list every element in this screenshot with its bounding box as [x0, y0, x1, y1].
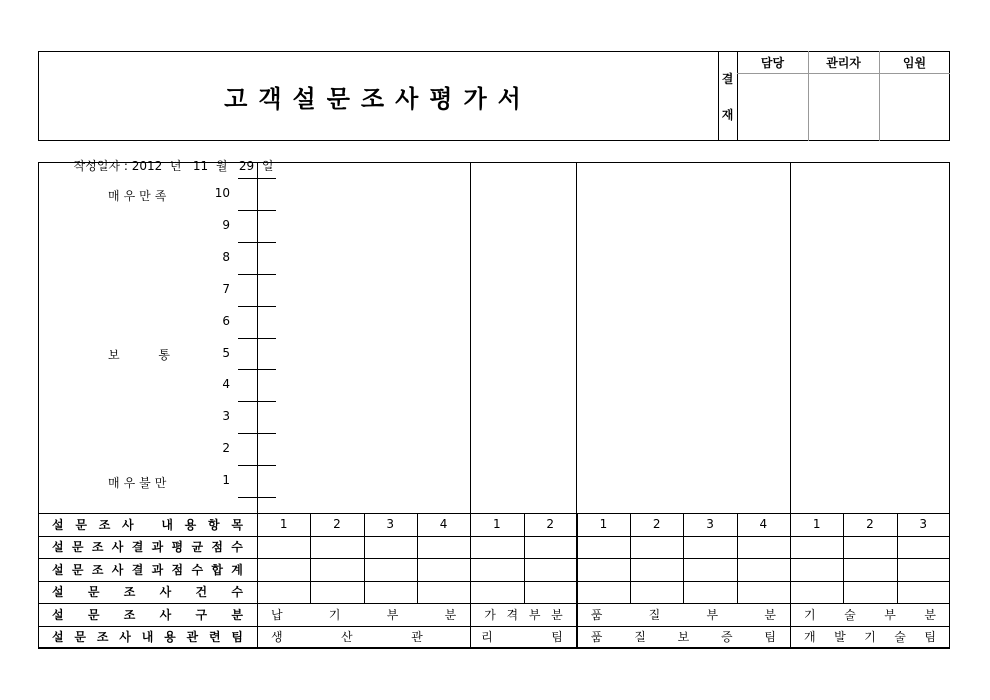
scale-number: 3 — [222, 409, 230, 424]
date-year: 2012 — [131, 159, 163, 173]
table-cell[interactable] — [257, 581, 310, 604]
table-cell[interactable] — [683, 581, 736, 604]
approval-sign-executive[interactable] — [879, 73, 950, 141]
item-number: 1 — [812, 517, 821, 532]
table-cell[interactable] — [577, 581, 630, 604]
approval-col-manager: 관리자 — [826, 55, 861, 70]
table-cell[interactable] — [524, 581, 577, 604]
item-number: 1 — [599, 517, 608, 532]
item-number: 3 — [386, 517, 395, 532]
table-cell[interactable] — [310, 536, 363, 559]
table-cell[interactable] — [843, 581, 896, 604]
table-cell[interactable] — [843, 536, 896, 559]
scale-number: 8 — [222, 249, 230, 264]
table-cell[interactable] — [897, 581, 950, 604]
item-number: 4 — [439, 517, 448, 532]
category-label: 기 술 부 분 — [804, 607, 936, 622]
table-cell[interactable] — [257, 558, 310, 581]
item-number: 2 — [546, 517, 554, 532]
table-row-label: 설 문 조 사 건 수 — [52, 585, 243, 600]
table-cell[interactable] — [630, 558, 683, 581]
item-number: 3 — [706, 517, 714, 532]
item-number: 2 — [333, 517, 341, 532]
scale-tick — [238, 210, 276, 211]
team-label: 품 질 보 증 팀 — [590, 630, 776, 645]
approval-col-staff: 담당 — [760, 55, 785, 70]
date-line: 작성일자 : 2012 년 11 월 29 일 — [73, 159, 274, 173]
table-cell[interactable] — [630, 536, 683, 559]
date-month: 11 — [192, 159, 209, 173]
scale-number: 4 — [222, 377, 230, 392]
item-number: 2 — [866, 517, 874, 532]
table-cell[interactable] — [630, 581, 683, 604]
scale-tick — [238, 178, 276, 179]
table-cell[interactable] — [897, 558, 950, 581]
scale-number: 9 — [222, 217, 230, 232]
category-label: 납 기 부 분 — [271, 607, 457, 622]
scale-tick — [238, 465, 276, 466]
table-col-rule — [577, 603, 578, 648]
table-cell[interactable] — [364, 536, 417, 559]
table-cell[interactable] — [737, 581, 790, 604]
date-day: 29 — [238, 159, 255, 173]
scale-number: 6 — [222, 313, 230, 328]
scale-tick — [238, 338, 276, 339]
page-title-text: 고객설문조사평가서 — [224, 84, 532, 113]
table-cell[interactable] — [417, 536, 470, 559]
page-title — [38, 51, 718, 141]
table-cell[interactable] — [577, 558, 630, 581]
team-label: 생 산 관 리 팀 — [271, 630, 563, 645]
table-col-rule — [790, 603, 791, 648]
table-cell[interactable] — [364, 581, 417, 604]
table-cell[interactable] — [470, 536, 523, 559]
table-cell[interactable] — [897, 536, 950, 559]
table-rule — [38, 648, 950, 649]
scale-number: 1 — [222, 473, 230, 488]
table-cell[interactable] — [364, 558, 417, 581]
table-cell[interactable] — [737, 536, 790, 559]
category-label: 품 질 부 분 — [590, 607, 776, 622]
table-cell[interactable] — [524, 558, 577, 581]
scale-tick — [238, 433, 276, 434]
approval-side-top: 결 — [721, 71, 734, 86]
scale-tick — [238, 242, 276, 243]
scale-number: 5 — [222, 345, 230, 360]
item-number: 3 — [919, 517, 928, 532]
table-cell[interactable] — [524, 536, 577, 559]
scale-number: 2 — [222, 441, 230, 456]
table-row-label: 설 문 조 사 내 용 항 목 — [52, 517, 243, 532]
item-number: 2 — [652, 517, 661, 532]
table-cell[interactable] — [790, 558, 843, 581]
item-number: 4 — [759, 517, 768, 532]
category-label: 가 격 부 분 — [484, 607, 563, 622]
scale-label-mid: 보 통 — [108, 348, 170, 362]
table-cell[interactable] — [790, 536, 843, 559]
scale-tick — [238, 401, 276, 402]
item-number: 1 — [279, 517, 288, 532]
scale-label-low: 매우불만 — [108, 476, 171, 490]
table-cell[interactable] — [257, 536, 310, 559]
table-cell[interactable] — [683, 558, 736, 581]
table-cell[interactable] — [417, 581, 470, 604]
approval-sign-staff[interactable] — [737, 73, 808, 141]
table-cell[interactable] — [683, 536, 736, 559]
table-row-label: 설 문 조 사 결 과 점 수 합 계 — [52, 562, 243, 577]
scale-tick — [238, 497, 276, 498]
table-cell[interactable] — [417, 558, 470, 581]
approval-col-executive: 임원 — [902, 55, 927, 70]
scale-number: 10 — [214, 186, 230, 200]
table-row-label: 설 문 조 사 구 분 — [52, 607, 243, 622]
table-cell[interactable] — [843, 558, 896, 581]
table-cell[interactable] — [470, 581, 523, 604]
approval-side-bottom: 재 — [721, 107, 734, 122]
scale-tick — [238, 274, 276, 275]
table-cell[interactable] — [310, 558, 363, 581]
table-row-label: 설 문 조 사 내 용 관 련 팀 — [52, 630, 243, 645]
scale-tick — [238, 306, 276, 307]
team-label: 개 발 기 술 팀 — [804, 630, 936, 645]
table-cell[interactable] — [790, 581, 843, 604]
approval-sign-manager[interactable] — [808, 73, 879, 141]
table-cell[interactable] — [737, 558, 790, 581]
table-row-label: 설 문 조 사 결 과 평 균 점 수 — [52, 540, 243, 555]
table-cell[interactable] — [577, 536, 630, 559]
item-number: 1 — [493, 517, 501, 532]
scale-number: 7 — [222, 281, 230, 296]
table-cell[interactable] — [470, 558, 523, 581]
scale-tick — [238, 369, 276, 370]
table-cell[interactable] — [310, 581, 363, 604]
scale-label-high: 매우만족 — [108, 189, 171, 203]
